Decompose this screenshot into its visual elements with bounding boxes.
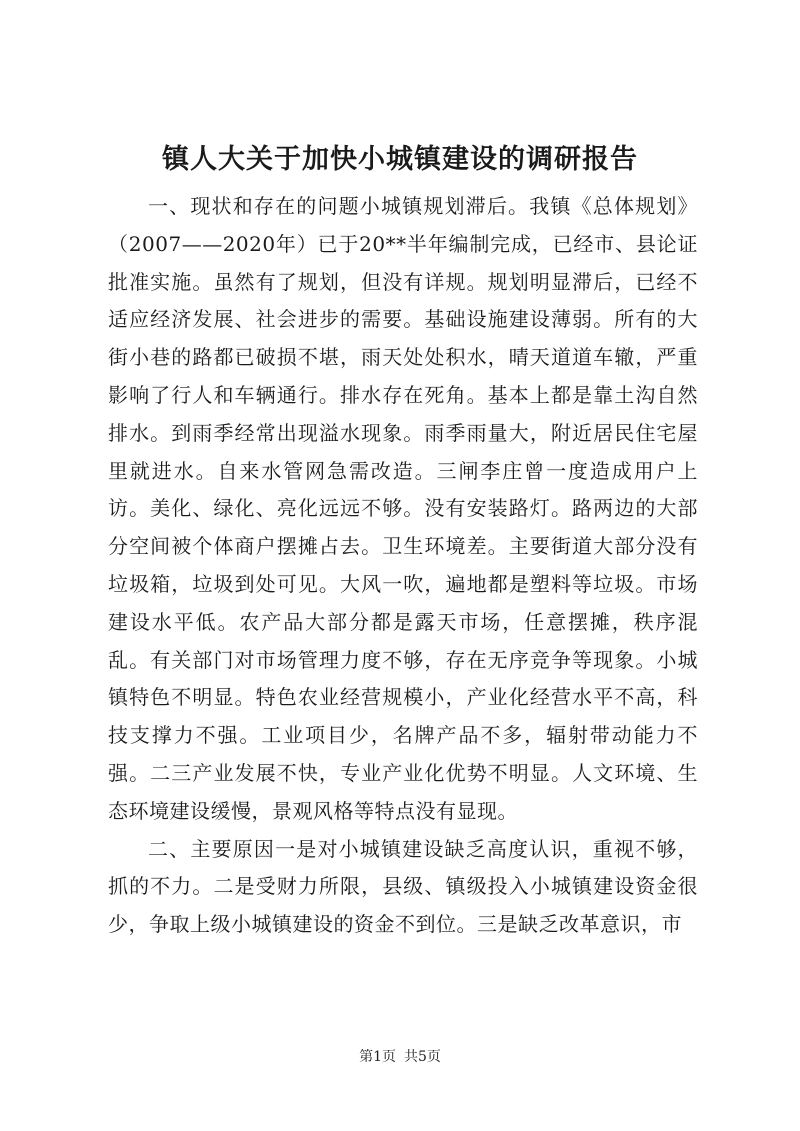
page-total: 共5页 bbox=[404, 1049, 441, 1065]
page-footer bbox=[0, 1047, 800, 1067]
document-title: 镇人大关于加快小城镇建设的调研报告 bbox=[162, 144, 638, 175]
paragraph-status-and-problems: 一、现状和存在的问题小城镇规划滞后。我镇《总体规划》（2007——2020年）已于20**半年编制完成，已经市、县论证批准实施。虽然有了规划，但没有详规。规划明显滞后，已经不适应经济发展、社会进步的需要。基础设施建设薄弱。所有的大街小巷的路都已破损不堪，雨天处处积水，晴天道道车辙，严重影响了行人和车辆通行。排水存在死角。基本上都是靠土沟自然排水。到雨季经常出现溢水现象。雨季雨量大，附近居民住宅屋里就进水。自来水管网急需改造。三闸李庄曾一度造成用户上访。美化、绿化、亮化远远不够。没有安装路灯。路两边的大部分空间被个体商户摆摊占去。卫生环境差。主要街道大部分没有垃圾箱，垃圾到处可见。大风一吹，遍地都是塑料等垃圾。市场建设水平低。农产品大部分都是露天市场，任意摆摊，秩序混乱。有关部门对市场管理力度不够，存在无序竞争等现象。小城镇特色不明显。特色农业经营规模小，产业化经营水平不高，科技支撑力不强。工业项目少，名牌产品不多，辐射带动能力不强。二三产业发展不快，专业产业化优势不明显。人文环境、生态环境建设缓慢，景观风格等特点没有显现。 bbox=[108, 194, 698, 823]
page-number: 第1页 bbox=[359, 1049, 396, 1065]
document-body bbox=[108, 188, 698, 944]
paragraph-main-reasons: 二、主要原因一是对小城镇建设缺乏高度认识，重视不够，抓的不力。二是受财力所限，县级、镇级投入小城镇建设资金很少，争取上级小城镇建设的资金不到位。三是缺乏改革意识，市 bbox=[108, 836, 698, 937]
